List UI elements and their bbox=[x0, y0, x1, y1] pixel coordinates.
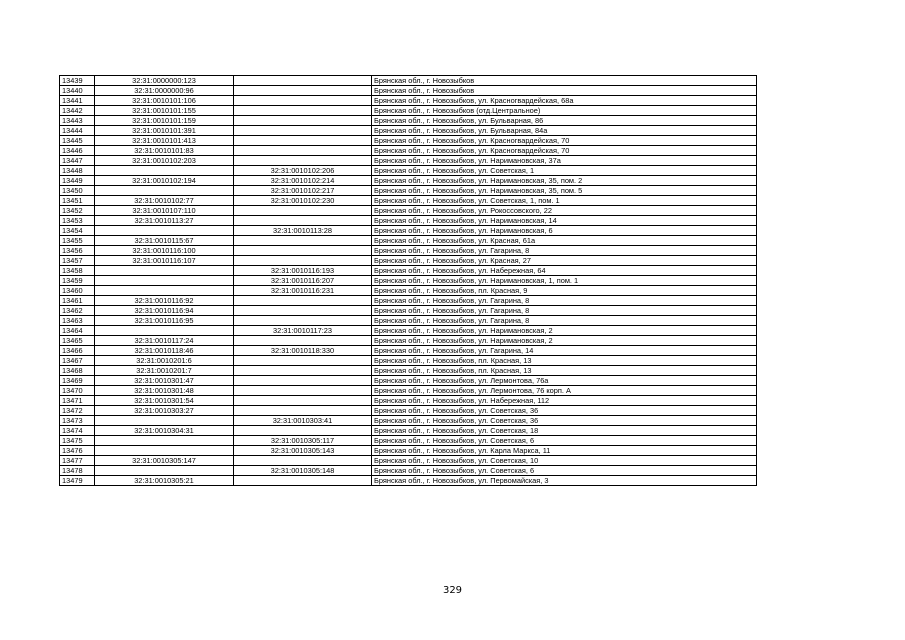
table-row bbox=[60, 456, 757, 466]
row-number-cell: 13442 bbox=[60, 106, 95, 116]
cadastral-number-cell: 32:31:0010116:92 bbox=[95, 296, 234, 306]
row-number-cell: 13465 bbox=[60, 336, 95, 346]
row-number-cell: 13440 bbox=[60, 86, 95, 96]
table-row bbox=[60, 86, 757, 96]
table-row bbox=[60, 206, 757, 216]
row-number-cell: 13477 bbox=[60, 456, 95, 466]
table-row bbox=[60, 376, 757, 386]
cadastral-number-2-cell: 32:31:0010305:148 bbox=[234, 466, 372, 476]
row-number-cell: 13452 bbox=[60, 206, 95, 216]
row-number-cell: 13453 bbox=[60, 216, 95, 226]
cadastral-number-2-cell bbox=[234, 86, 372, 96]
cadastral-number-cell: 32:31:0010116:107 bbox=[95, 256, 234, 266]
table-row bbox=[60, 276, 757, 286]
address-cell: Брянская обл., г. Новозыбков, ул. Гагарина, 8 bbox=[372, 306, 757, 316]
cadastral-number-2-cell: 32:31:0010116:207 bbox=[234, 276, 372, 286]
cadastral-number-cell: 32:31:0010304:31 bbox=[95, 426, 234, 436]
row-number-cell: 13458 bbox=[60, 266, 95, 276]
cadastral-number-cell bbox=[95, 416, 234, 426]
address-cell: Брянская обл., г. Новозыбков, ул. Гагарина, 8 bbox=[372, 316, 757, 326]
row-number-cell: 13457 bbox=[60, 256, 95, 266]
table-row bbox=[60, 386, 757, 396]
address-cell: Брянская обл., г. Новозыбков, ул. Гагарина, 8 bbox=[372, 296, 757, 306]
address-cell: Брянская обл., г. Новозыбков, ул. Наримановская, 2 bbox=[372, 336, 757, 346]
cadastral-number-2-cell bbox=[234, 456, 372, 466]
cadastral-number-cell: 32:31:0000000:123 bbox=[95, 76, 234, 86]
cadastral-number-cell: 32:31:0010116:94 bbox=[95, 306, 234, 316]
address-cell: Брянская обл., г. Новозыбков, ул. Наримановская, 14 bbox=[372, 216, 757, 226]
cadastral-number-2-cell bbox=[234, 366, 372, 376]
table-row bbox=[60, 266, 757, 276]
row-number-cell: 13467 bbox=[60, 356, 95, 366]
address-cell: Брянская обл., г. Новозыбков bbox=[372, 86, 757, 96]
cadastral-number-cell: 32:31:0010107:110 bbox=[95, 206, 234, 216]
cadastral-number-2-cell bbox=[234, 146, 372, 156]
address-cell: Брянская обл., г. Новозыбков, ул. Красногвардейская, 70 bbox=[372, 136, 757, 146]
table-row bbox=[60, 336, 757, 346]
cadastral-number-cell bbox=[95, 186, 234, 196]
cadastral-number-2-cell: 32:31:0010305:117 bbox=[234, 436, 372, 446]
table-row bbox=[60, 306, 757, 316]
cadastral-number-cell: 32:31:0010102:77 bbox=[95, 196, 234, 206]
address-cell: Брянская обл., г. Новозыбков, ул. Лермонтова, 76а bbox=[372, 376, 757, 386]
cadastral-number-2-cell bbox=[234, 236, 372, 246]
table-row bbox=[60, 196, 757, 206]
address-cell: Брянская обл., г. Новозыбков, ул. Лермонтова, 76 корп. А bbox=[372, 386, 757, 396]
address-cell: Брянская обл., г. Новозыбков, пл. Красная, 13 bbox=[372, 356, 757, 366]
address-cell: Брянская обл., г. Новозыбков, ул. Первомайская, 3 bbox=[372, 476, 757, 486]
table-row bbox=[60, 176, 757, 186]
cadastral-number-2-cell: 32:31:0010305:143 bbox=[234, 446, 372, 456]
cadastral-number-2-cell bbox=[234, 316, 372, 326]
cadastral-number-cell: 32:31:0010118:46 bbox=[95, 346, 234, 356]
table-row bbox=[60, 326, 757, 336]
table-row bbox=[60, 106, 757, 116]
address-cell: Брянская обл., г. Новозыбков, ул. Наримановская, 1, пом. 1 bbox=[372, 276, 757, 286]
cadastral-number-2-cell: 32:31:0010102:217 bbox=[234, 186, 372, 196]
table-row bbox=[60, 96, 757, 106]
address-cell: Брянская обл., г. Новозыбков, ул. Советская, 36 bbox=[372, 416, 757, 426]
address-cell: Брянская обл., г. Новозыбков, ул. Красная, 27 bbox=[372, 256, 757, 266]
table-row bbox=[60, 416, 757, 426]
address-cell: Брянская обл., г. Новозыбков, ул. Наримановская, 35, пом. 2 bbox=[372, 176, 757, 186]
row-number-cell: 13464 bbox=[60, 326, 95, 336]
cadastral-number-cell: 32:31:0010101:391 bbox=[95, 126, 234, 136]
cadastral-number-2-cell bbox=[234, 76, 372, 86]
table-row bbox=[60, 166, 757, 176]
address-cell: Брянская обл., г. Новозыбков, ул. Наримановская, 35, пом. 5 bbox=[372, 186, 757, 196]
cadastral-number-2-cell bbox=[234, 296, 372, 306]
cadastral-number-cell bbox=[95, 266, 234, 276]
table-row bbox=[60, 316, 757, 326]
row-number-cell: 13449 bbox=[60, 176, 95, 186]
cadastral-number-cell: 32:31:0010201:6 bbox=[95, 356, 234, 366]
address-cell: Брянская обл., г. Новозыбков, ул. Советская, 36 bbox=[372, 406, 757, 416]
cadastral-number-cell: 32:31:0010101:159 bbox=[95, 116, 234, 126]
row-number-cell: 13444 bbox=[60, 126, 95, 136]
table-row bbox=[60, 436, 757, 446]
cadastral-number-cell: 32:31:0010301:47 bbox=[95, 376, 234, 386]
address-cell: Брянская обл., г. Новозыбков, ул. Наримановская, 6 bbox=[372, 226, 757, 236]
row-number-cell: 13475 bbox=[60, 436, 95, 446]
row-number-cell: 13439 bbox=[60, 76, 95, 86]
row-number-cell: 13461 bbox=[60, 296, 95, 306]
cadastral-number-cell bbox=[95, 286, 234, 296]
table-row bbox=[60, 446, 757, 456]
property-table bbox=[59, 75, 757, 486]
address-cell: Брянская обл., г. Новозыбков, ул. Гагарина, 14 bbox=[372, 346, 757, 356]
row-number-cell: 13470 bbox=[60, 386, 95, 396]
cadastral-number-2-cell bbox=[234, 476, 372, 486]
row-number-cell: 13455 bbox=[60, 236, 95, 246]
row-number-cell: 13459 bbox=[60, 276, 95, 286]
table-row bbox=[60, 136, 757, 146]
cadastral-number-cell: 32:31:0010101:106 bbox=[95, 96, 234, 106]
row-number-cell: 13446 bbox=[60, 146, 95, 156]
cadastral-number-2-cell bbox=[234, 136, 372, 146]
table-row bbox=[60, 256, 757, 266]
row-number-cell: 13463 bbox=[60, 316, 95, 326]
table-row bbox=[60, 156, 757, 166]
row-number-cell: 13451 bbox=[60, 196, 95, 206]
row-number-cell: 13469 bbox=[60, 376, 95, 386]
address-cell: Брянская обл., г. Новозыбков, ул. Советская, 1 bbox=[372, 166, 757, 176]
cadastral-number-2-cell bbox=[234, 426, 372, 436]
row-number-cell: 13468 bbox=[60, 366, 95, 376]
cadastral-number-cell: 32:31:0010102:203 bbox=[95, 156, 234, 166]
page-number: 329 bbox=[442, 585, 463, 596]
table-row bbox=[60, 426, 757, 436]
cadastral-number-2-cell: 32:31:0010102:206 bbox=[234, 166, 372, 176]
row-number-cell: 13472 bbox=[60, 406, 95, 416]
address-cell: Брянская обл., г. Новозыбков bbox=[372, 76, 757, 86]
cadastral-number-cell: 32:31:0010305:21 bbox=[95, 476, 234, 486]
table-row bbox=[60, 356, 757, 366]
table-row bbox=[60, 406, 757, 416]
table-row bbox=[60, 346, 757, 356]
cadastral-number-2-cell bbox=[234, 386, 372, 396]
table-row bbox=[60, 476, 757, 486]
table-row bbox=[60, 246, 757, 256]
address-cell: Брянская обл., г. Новозыбков, ул. Советская, 1, пом. 1 bbox=[372, 196, 757, 206]
table-row bbox=[60, 146, 757, 156]
cadastral-number-cell: 32:31:0010117:24 bbox=[95, 336, 234, 346]
table-row bbox=[60, 126, 757, 136]
cadastral-number-cell: 32:31:0010101:413 bbox=[95, 136, 234, 146]
cadastral-number-cell bbox=[95, 166, 234, 176]
table-body bbox=[60, 76, 757, 486]
address-cell: Брянская обл., г. Новозыбков, ул. Красная, 61а bbox=[372, 236, 757, 246]
cadastral-number-2-cell: 32:31:0010303:41 bbox=[234, 416, 372, 426]
row-number-cell: 13443 bbox=[60, 116, 95, 126]
row-number-cell: 13473 bbox=[60, 416, 95, 426]
address-cell: Брянская обл., г. Новозыбков, ул. Гагарина, 8 bbox=[372, 246, 757, 256]
cadastral-number-2-cell bbox=[234, 406, 372, 416]
cadastral-number-2-cell: 32:31:0010116:231 bbox=[234, 286, 372, 296]
row-number-cell: 13441 bbox=[60, 96, 95, 106]
cadastral-number-cell: 32:31:0010115:67 bbox=[95, 236, 234, 246]
table-row bbox=[60, 396, 757, 406]
cadastral-number-2-cell: 32:31:0010118:330 bbox=[234, 346, 372, 356]
address-cell: Брянская обл., г. Новозыбков, ул. Набережная, 64 bbox=[372, 266, 757, 276]
cadastral-number-2-cell bbox=[234, 126, 372, 136]
cadastral-number-cell: 32:31:0010301:54 bbox=[95, 396, 234, 406]
table-row bbox=[60, 116, 757, 126]
address-cell: Брянская обл., г. Новозыбков, ул. Наримановская, 2 bbox=[372, 326, 757, 336]
table-row bbox=[60, 226, 757, 236]
address-cell: Брянская обл., г. Новозыбков, ул. Бульварная, 86 bbox=[372, 116, 757, 126]
cadastral-number-cell bbox=[95, 276, 234, 286]
cadastral-number-2-cell: 32:31:0010116:193 bbox=[234, 266, 372, 276]
row-number-cell: 13447 bbox=[60, 156, 95, 166]
cadastral-number-2-cell bbox=[234, 396, 372, 406]
address-cell: Брянская обл., г. Новозыбков, ул. Красногвардейская, 70 bbox=[372, 146, 757, 156]
address-cell: Брянская обл., г. Новозыбков, ул. Советская, 6 bbox=[372, 466, 757, 476]
row-number-cell: 13474 bbox=[60, 426, 95, 436]
cadastral-number-cell: 32:31:0010101:83 bbox=[95, 146, 234, 156]
cadastral-number-cell: 32:31:0010201:7 bbox=[95, 366, 234, 376]
address-cell: Брянская обл., г. Новозыбков, ул. Бульварная, 84а bbox=[372, 126, 757, 136]
row-number-cell: 13478 bbox=[60, 466, 95, 476]
row-number-cell: 13471 bbox=[60, 396, 95, 406]
table-row bbox=[60, 236, 757, 246]
cadastral-number-cell bbox=[95, 226, 234, 236]
table-row bbox=[60, 286, 757, 296]
address-cell: Брянская обл., г. Новозыбков, ул. Советская, 18 bbox=[372, 426, 757, 436]
cadastral-number-2-cell: 32:31:0010113:28 bbox=[234, 226, 372, 236]
address-cell: Брянская обл., г. Новозыбков, ул. Советская, 10 bbox=[372, 456, 757, 466]
cadastral-number-cell: 32:31:0010116:100 bbox=[95, 246, 234, 256]
cadastral-number-2-cell bbox=[234, 376, 372, 386]
cadastral-number-2-cell: 32:31:0010102:214 bbox=[234, 176, 372, 186]
cadastral-number-cell: 32:31:0010116:95 bbox=[95, 316, 234, 326]
cadastral-number-2-cell bbox=[234, 336, 372, 346]
cadastral-number-2-cell bbox=[234, 356, 372, 366]
table-row bbox=[60, 186, 757, 196]
cadastral-number-cell: 32:31:0010113:27 bbox=[95, 216, 234, 226]
cadastral-number-cell bbox=[95, 326, 234, 336]
table-row bbox=[60, 366, 757, 376]
cadastral-number-2-cell bbox=[234, 156, 372, 166]
cadastral-number-2-cell: 32:31:0010102:230 bbox=[234, 196, 372, 206]
cadastral-number-cell: 32:31:0000000:96 bbox=[95, 86, 234, 96]
cadastral-number-2-cell bbox=[234, 96, 372, 106]
address-cell: Брянская обл., г. Новозыбков, ул. Красногвардейская, 68а bbox=[372, 96, 757, 106]
cadastral-number-2-cell: 32:31:0010117:23 bbox=[234, 326, 372, 336]
row-number-cell: 13445 bbox=[60, 136, 95, 146]
row-number-cell: 13460 bbox=[60, 286, 95, 296]
cadastral-number-2-cell bbox=[234, 256, 372, 266]
cadastral-number-cell: 32:31:0010101:155 bbox=[95, 106, 234, 116]
cadastral-number-cell: 32:31:0010303:27 bbox=[95, 406, 234, 416]
address-cell: Брянская обл., г. Новозыбков, ул. Наримановская, 37а bbox=[372, 156, 757, 166]
table-row bbox=[60, 296, 757, 306]
cadastral-number-2-cell bbox=[234, 306, 372, 316]
cadastral-number-2-cell bbox=[234, 106, 372, 116]
address-cell: Брянская обл., г. Новозыбков, пл. Красная, 13 bbox=[372, 366, 757, 376]
address-cell: Брянская обл., г. Новозыбков, ул. Рокоссовского, 22 bbox=[372, 206, 757, 216]
address-cell: Брянская обл., г. Новозыбков, ул. Карла Маркса, 11 bbox=[372, 446, 757, 456]
cadastral-number-cell bbox=[95, 446, 234, 456]
cadastral-number-cell: 32:31:0010102:194 bbox=[95, 176, 234, 186]
cadastral-number-2-cell bbox=[234, 206, 372, 216]
address-cell: Брянская обл., г. Новозыбков (отд.Центральное) bbox=[372, 106, 757, 116]
row-number-cell: 13479 bbox=[60, 476, 95, 486]
row-number-cell: 13450 bbox=[60, 186, 95, 196]
row-number-cell: 13466 bbox=[60, 346, 95, 356]
cadastral-number-2-cell bbox=[234, 116, 372, 126]
table-row bbox=[60, 216, 757, 226]
address-cell: Брянская обл., г. Новозыбков, ул. Советская, 6 bbox=[372, 436, 757, 446]
address-cell: Брянская обл., г. Новозыбков, ул. Набережная, 112 bbox=[372, 396, 757, 406]
cadastral-number-cell: 32:31:0010305:147 bbox=[95, 456, 234, 466]
row-number-cell: 13448 bbox=[60, 166, 95, 176]
table-row bbox=[60, 76, 757, 86]
table-row bbox=[60, 466, 757, 476]
cadastral-number-2-cell bbox=[234, 216, 372, 226]
cadastral-number-2-cell bbox=[234, 246, 372, 256]
address-cell: Брянская обл., г. Новозыбков, пл. Красная, 9 bbox=[372, 286, 757, 296]
cadastral-number-cell bbox=[95, 466, 234, 476]
cadastral-number-cell bbox=[95, 436, 234, 446]
cadastral-number-cell: 32:31:0010301:48 bbox=[95, 386, 234, 396]
row-number-cell: 13476 bbox=[60, 446, 95, 456]
row-number-cell: 13456 bbox=[60, 246, 95, 256]
row-number-cell: 13454 bbox=[60, 226, 95, 236]
row-number-cell: 13462 bbox=[60, 306, 95, 316]
